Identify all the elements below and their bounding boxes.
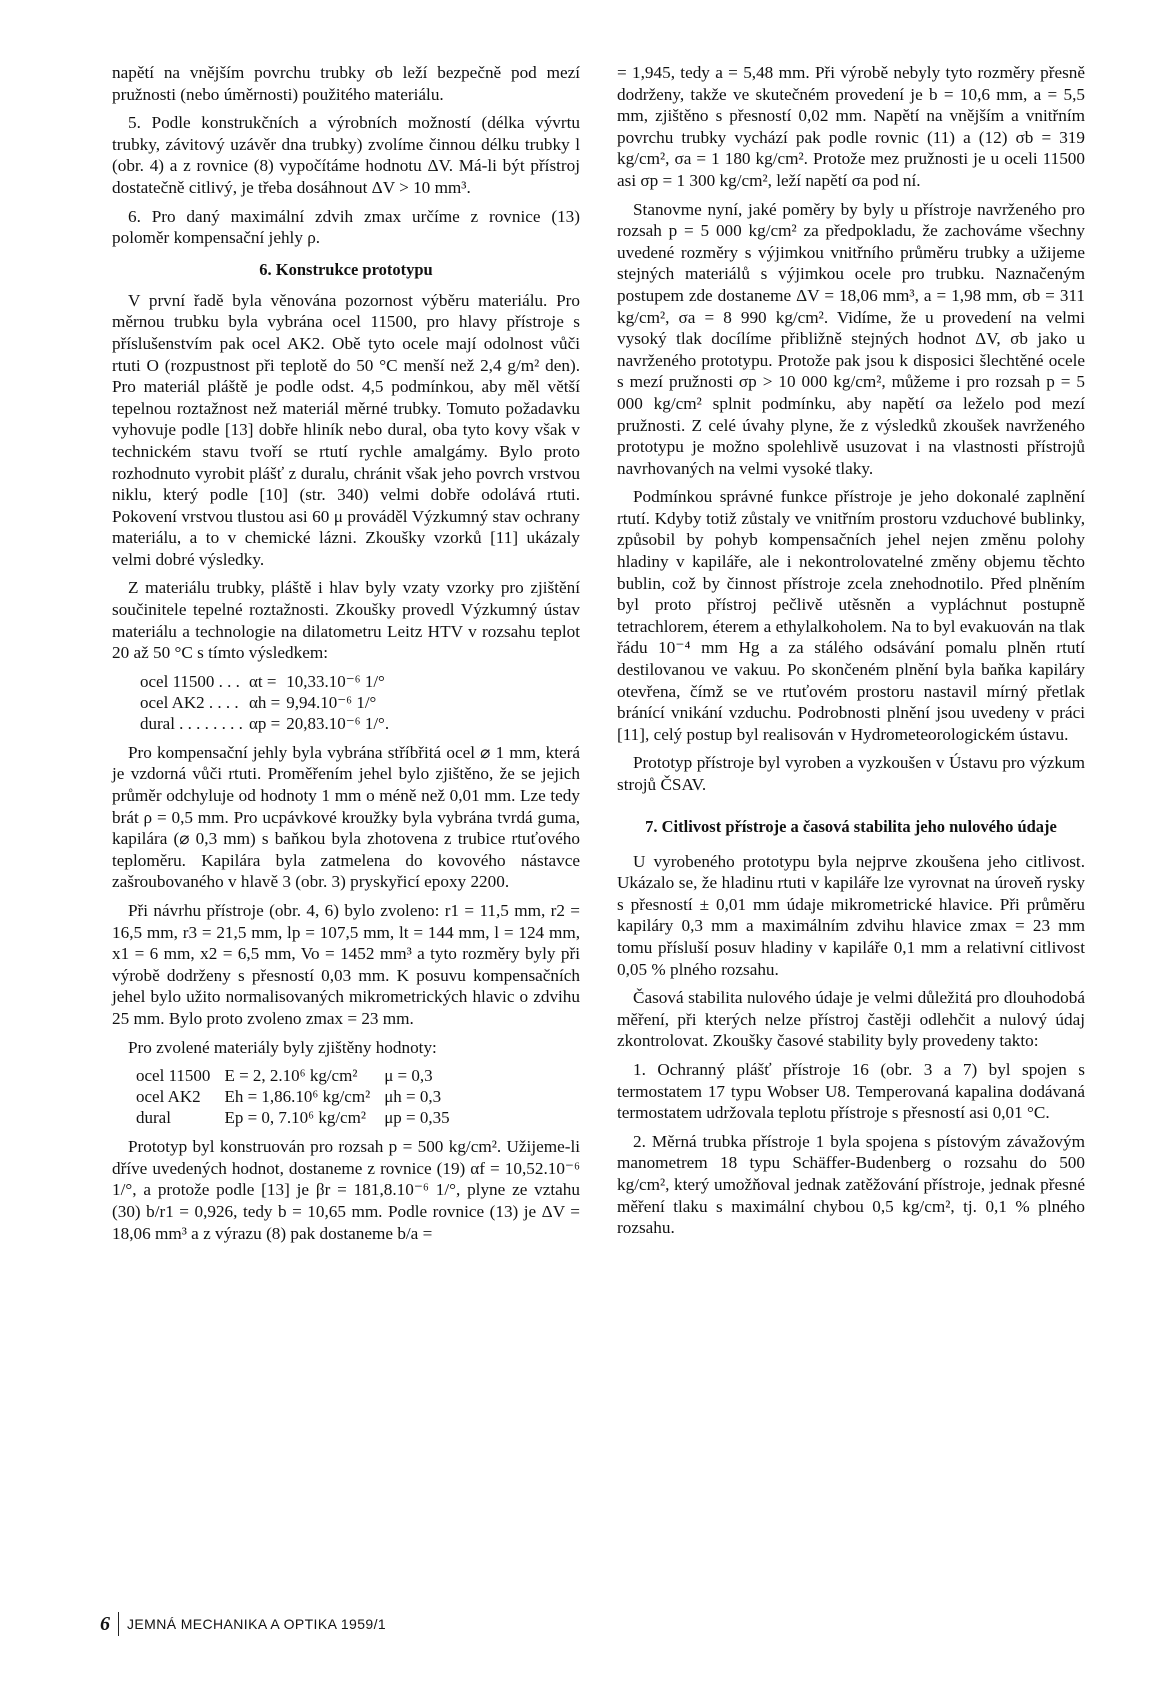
section-heading: 7. Citlivost přístroje a časová stabilita jeho nulového údaje	[645, 816, 1057, 836]
left-column	[112, 62, 580, 1251]
table-row	[136, 1107, 464, 1128]
paragraph: Prototyp byl konstruován pro rozsah p = 500 kg/cm². Užijeme-li dříve uvedených hodnot, dostaneme z rovnice (19) αf = 10,52.10⁻⁶ 1/°, a protože podle [13] je βr = 181,8.10⁻⁶ 1/°, plyne ze vztahu (30) b/r1 = 0,926, tedy b = 10,65 mm. Podle rovnice (13) je ΔV = 18,06 mm³ a z výrazu (8) pak dostaneme b/a =	[112, 1137, 580, 1243]
paragraph: Při návrhu přístroje (obr. 4, 6) bylo zvoleno: r1 = 11,5 mm, r2 = 16,5 mm, r3 = 21,5 mm, lp = 107,5 mm, lt = 144 mm, l = 124 mm, x1 = 6 mm, x2 = 6,5 mm, Vo = 1452 mm³ a tyto rozměry byly při výrobě dodrženy s přesností 0,03 mm. K posuvu kompensačních jehel bylo užito normalisovaných mikrometrických hlavic o zdvihu 25 mm. Bylo proto zvoleno zmax = 23 mm.	[112, 901, 580, 1028]
journal-name: JEMNÁ MECHANIKA A OPTIKA 1959/1	[127, 1616, 387, 1632]
value-cell: 9,94.10⁻⁶ 1/°	[286, 692, 377, 712]
paragraph: Pro zvolené materiály byly zjištěny hodnoty:	[128, 1037, 437, 1057]
poisson-cell: μp = 0,35	[384, 1108, 450, 1128]
material-properties-table	[136, 1065, 464, 1128]
table-row	[140, 692, 395, 713]
poisson-cell: μ = 0,3	[384, 1066, 433, 1086]
symbol-cell: αt =	[248, 671, 277, 691]
material-cell: ocel AK2 . . . .	[140, 692, 239, 712]
expansion-coefficients-table	[140, 671, 395, 734]
page-number: 6	[100, 1612, 110, 1635]
table-row	[136, 1086, 464, 1107]
section-heading: 6. Konstrukce prototypu	[259, 259, 433, 279]
material-cell: dural	[136, 1108, 171, 1128]
value-cell: 10,33.10⁻⁶ 1/°	[286, 671, 385, 691]
paragraph: V první řadě byla věnována pozornost výběru materiálu. Pro měrnou trubku byla vybrána ocel 11500, pro hlavy přístroje s příslušenstvím pak ocel AK2. Obě tyto ocele mají odolnost vůči rtuti O (rozpustnost při teplotě do 50 °C menší než 2,4 g/m² den). Pro materiál pláště je podle odst. 4,5 podmínkou, aby měl větší tepelnou roztažnost než materiál měrné trubky. Tomuto požadavku vyhovuje podle [13] dobře hliník nebo dural, oba tyto kovy však v technickém stavu tvoří se rtutí rychle amalgámy. Bylo proto rozhodnuto vyrobit plášť z duralu, chránit však jeho povrch vrstvou niklu, který podle [10] (str. 340) velmi dobře odolává rtuti. Pokovení vrstvou tlustou asi 60 μ prováděl Výzkumný stav ochrany materiálu, a to v chemické lázni. Zkoušky vzorků [11] ukázaly velmi dobré výsledky.	[112, 290, 580, 569]
paragraph: Podmínkou správné funkce přístroje je jeho dokonalé zaplnění rtutí. Kdyby totiž zůstaly ve vnitřním prostoru vzduchové bublinky, způsobil by pohyb kompensačních jehel nejen změnu polohy hladiny v kapiláře, ale i nekontrolovatelné změny objemu těchto bublin, což by činnost přístroje zcela znehodnotilo. Před plněním byl proto přístroj pečlivě utěsněn a vypláchnut postupně tetrachlorem, éterem a ethylalkoholem. Na to byl evakuován na tlak řádu 10⁻⁴ mm Hg a za stálého odsávání pomalu plněn rtutí destilovanou ve vakuu. Po skončeném plnění byla baňka kapiláry otevřena, čímž se ve rtuťovém prostoru nastavil mírný přetlak bránící vnikání vzduchu. Podrobnosti plnění jsou uvedeny v práci [11], celý postup byl realisován v Hydrometeorologickém ústavu.	[617, 487, 1085, 744]
paragraph: 6. Pro daný maximální zdvih zmax určíme z rovnice (13) poloměr kompensační jehly ρ.	[112, 206, 580, 248]
material-cell: dural . . . . . . . .	[140, 713, 243, 733]
page-footer	[100, 1612, 386, 1636]
material-cell: ocel 11500	[136, 1066, 211, 1086]
paragraph: = 1,945, tedy a = 5,48 mm. Při výrobě nebyly tyto rozměry přesně dodrženy, takže ve skutečném provedení je b = 10,6 mm, a = 5,5 mm, zjištěno s přesností 0,02 mm. Napětí na vnějším a vnitřním povrchu trubky vychází pak podle rovnic (11) a (12) σb = 319 kg/cm², σa = 1 180 kg/cm². Protože mez pružnosti je u oceli 11500 asi σp = 1 300 kg/cm², leží napětí σa pod ní.	[617, 63, 1085, 190]
table-row	[136, 1065, 464, 1086]
paragraph: Prototyp přístroje byl vyroben a vyzkoušen v Ústavu pro výzkum strojů ČSAV.	[617, 753, 1085, 794]
paragraph: Z materiálu trubky, pláště i hlav byly vzaty vzorky pro zjištění součinitele tepelné roztažnosti. Zkoušky provedl Výzkumný ústav materiálu a technologie na dilatometru Leitz HTV v rozsahu teplot 20 až 50 °C s tímto výsledkem:	[112, 578, 580, 663]
paragraph: Časová stabilita nulového údaje je velmi důležitá pro dlouhodobá měření, při kterých nelze přístroj častěji odlehčit a nulový údaj zkontrolovat. Zkoušky časové stability byly provedeny takto:	[617, 988, 1085, 1051]
material-cell: ocel AK2	[136, 1087, 201, 1107]
modulus-cell: Eh = 1,86.10⁶ kg/cm²	[224, 1087, 371, 1107]
table-row	[140, 713, 395, 734]
poisson-cell: μh = 0,3	[384, 1087, 442, 1107]
paragraph: 1. Ochranný plášť přístroje 16 (obr. 3 a 7) byl spojen s termostatem 17 typu Wobser U8. Temperovaná kapalina dodávaná termostatem udržovala teplotu přístroje s přesností asi 0,01 °C.	[617, 1059, 1085, 1123]
paragraph: Stanovme nyní, jaké poměry by byly u přístroje navrženého pro rozsah p = 5 000 kg/cm² za předpokladu, že zachováme všechny uvedené rozměry s výjimkou vnitřního průměru trubky a užijeme stejných materiálů s výjimkou ocele pro trubku. Naznačeným postupem zde dostaneme ΔV = 18,06 mm³, a = 1,98 mm, σb = 311 kg/cm², σa = 8 990 kg/cm². Vidíme, že u provedení na velmi vysoký tlak docílíme přibližně stejných hodnot ΔV, σb jako u navrženého prototypu. Protože pak jsou k disposici šlechtěné ocele s mezí pružnosti σp > 10 000 kg/cm², můžeme i pro rozsah p = 5 000 kg/cm² splnit podmínku, aby napětí σa leželo pod mezí pružnosti. Z celé úvahy plyne, že z výsledků zkoušek navrženého prototypu je možno spolehlivě usuzovat i na vlastnosti přístrojů navrhovaných na velmi vysoké tlaky.	[617, 199, 1085, 478]
paragraph: 2. Měrná trubka přístroje 1 byla spojena s pístovým závažovým manometrem 18 typu Schäffer-Budenberg o rozsahu do 500 kg/cm², který umožňoval jednak zatěžování přístroje, jednak přesné měření tlaku s maximální chybou 0,5 kg/cm², tj. 0,1 % plného rozsahu.	[617, 1131, 1085, 1238]
symbol-cell: αh =	[248, 692, 281, 712]
right-column	[617, 62, 1085, 1246]
modulus-cell: Ep = 0, 7.10⁶ kg/cm²	[224, 1108, 366, 1128]
paragraph: U vyrobeného prototypu byla nejprve zkoušena jeho citlivost. Ukázalo se, že hladinu rtuti v kapiláře lze vyrovnat na úroveň rysky s přesností ± 0,01 mm údaje mikrometrické hlavice. Při průměru kapiláry 0,3 mm a maximálním zdvihu hlavice zmax = 23 mm tomu přísluší posuv hladiny v kapiláře 0,1 mm a relativní citlivost 0,05 % plného rozsahu.	[617, 851, 1085, 979]
modulus-cell: E = 2, 2.10⁶ kg/cm²	[224, 1066, 358, 1086]
paragraph: napětí na vnějším povrchu trubky σb leží bezpečně pod mezí pružnosti (nebo úměrnosti) použitého materiálu.	[112, 63, 580, 104]
paragraph: 5. Podle konstrukčních a výrobních možností (délka vývrtu trubky, závitový uzávěr dna trubky) zvolíme činnou délku trubky l (obr. 4) a z rovnice (8) vypočítáme hodnotu ΔV. Má-li být přístroj dostatečně citlivý, je třeba dosáhnout ΔV > 10 mm³.	[112, 113, 580, 197]
symbol-cell: αp =	[248, 713, 281, 733]
paragraph: Pro kompensační jehly byla vybrána stříbřitá ocel ⌀ 1 mm, která je vzdorná vůči rtuti. Proměřením jehel bylo zjištěno, že se jejich průměr odchyluje od hodnoty 1 mm o méně než 0,01 mm. Lze tedy brát ρ = 0,5 mm. Pro ucpávkové kroužky byla vybrána tvrdá guma, kapilára (⌀ 0,3 mm) s baňkou byla zhotovena z trubice rtuťového teploměru. Kapilára byla zatmelena do kovového nástavce zašroubovaného v hlavě 3 (obr. 3) pryskyřicí epoxy 2200.	[112, 742, 580, 892]
value-cell: 20,83.10⁻⁶ 1/°.	[286, 713, 390, 733]
footer-divider	[118, 1612, 119, 1636]
material-cell: ocel 11500 . . .	[140, 671, 240, 691]
table-row	[140, 671, 395, 692]
